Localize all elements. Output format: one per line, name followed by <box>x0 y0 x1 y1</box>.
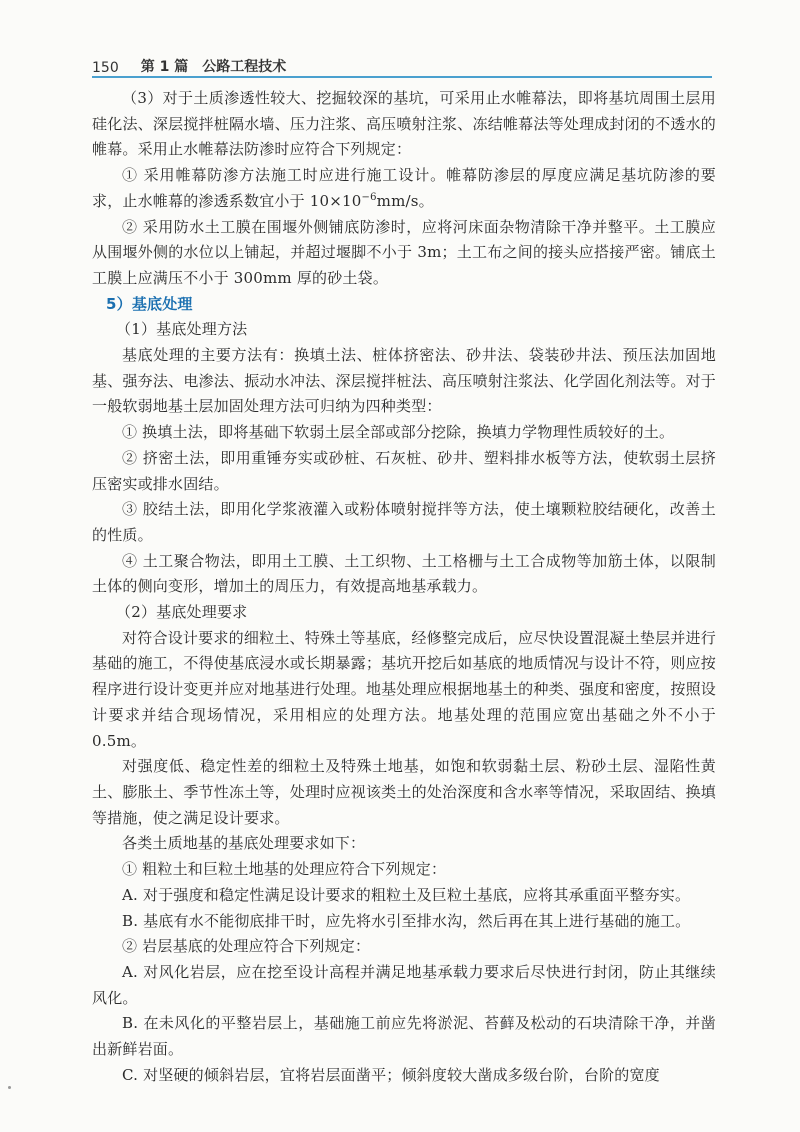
paragraph: 各类土质地基的基底处理要求如下： <box>122 834 366 853</box>
paragraph-text: ① 采用帷幕防渗方法施工时应进行施工设计。帷幕防渗层的厚度应满足基坑防渗的要求，止水帷幕的渗透系数宜小于 10×10 <box>92 166 716 210</box>
page-body <box>92 86 716 1088</box>
paragraph: A. 对风化岩层，应在挖至设计高程并满足地基承载力要求后尽快进行封闭，防止其继续风化。 <box>92 962 716 1007</box>
paragraph: B. 在未风化的平整岩层上，基础施工前应先将淤泥、苔藓及松动的石块清除干净，并凿出新鲜岩面。 <box>92 1014 716 1059</box>
subsection-heading: （1）基底处理方法 <box>116 320 248 339</box>
paragraph: ② 采用防水土工膜在围堰外侧铺底防渗时，应将河床面杂物清除干净并整平。土工膜应从围堰外侧的水位以上铺起，并超过堰脚不小于 3m；土工布之间的接头应搭接严密。铺底土工膜上应满压不小于 300mm 厚的砂土袋。 <box>92 217 716 287</box>
paragraph: C. 对坚硬的倾斜岩层，宜将岩层面凿平；倾斜度较大凿成多级台阶，台阶的宽度 <box>122 1065 660 1084</box>
paragraph <box>92 163 716 214</box>
paragraph: ① 换填土法，即将基础下软弱土层全部或部分挖除，换填力学物理性质较好的土。 <box>122 423 675 442</box>
scan-dot <box>8 1086 11 1089</box>
part-title: 公路工程技术 <box>202 59 287 75</box>
paragraph-text: mm/s。 <box>376 191 434 210</box>
paragraph: ④ 土工聚合物法，即用土工膜、土工织物、土工格栅与土工合成物等加筋土体，以限制土体的侧向变形，增加土的周压力，有效提高地基承载力。 <box>92 551 716 596</box>
paragraph: ③ 胶结土法，即用化学浆液灌入或粉体喷射搅拌等方法，使土壤颗粒胶结硬化，改善土的性质。 <box>92 500 716 544</box>
page-header <box>92 52 712 76</box>
part-label: 第 1 篇 <box>140 59 189 75</box>
paragraph: A. 对于强度和稳定性满足设计要求的粗粒土及巨粒土基底，应将其承重面平整夯实。 <box>122 885 691 904</box>
paragraph: 对强度低、稳定性差的细粒土及特殊土地基，如饱和软弱黏土层、粉砂土层、湿陷性黄土、膨胀土、季节性冻土等，处理时应视该类土的处治深度和含水率等情况，采取固结、换填等措施，使之满足设计要求。 <box>92 757 716 827</box>
paragraph: （3）对于土质渗透性较大、挖掘较深的基坑，可采用止水帷幕法，即将基坑周围土层用硅化法、深层搅拌桩隔水墙、压力注浆、高压喷射注浆、冻结帷幕法等处理成封闭的不透水的帷幕。采用止水帷幕法防渗时应符合下列规定： <box>92 89 716 159</box>
paragraph: 基底处理的主要方法有：换填土法、桩体挤密法、砂井法、袋装砂井法、预压法加固地基、强夯法、电渗法、振动水冲法、深层搅拌桩法、高压喷射注浆法、化学固化剂法等。对于一般软弱地基土层加固处理方法可归纳为四种类型： <box>92 346 716 416</box>
section-heading: 5）基底处理 <box>106 294 193 313</box>
paragraph: ② 挤密土法，即用重锤夯实或砂桩、石灰桩、砂井、塑料排水板等方法，使软弱土层挤压密实或排水固结。 <box>92 448 716 493</box>
page-number: 150 <box>92 60 119 76</box>
header-rule <box>92 76 712 78</box>
paragraph: B. 基底有水不能彻底排干时，应先将水引至排水沟，然后再在其上进行基础的施工。 <box>122 911 691 930</box>
subsection-heading: （2）基底处理要求 <box>116 603 248 622</box>
paragraph: ② 岩层基底的处理应符合下列规定： <box>122 937 371 956</box>
exponent: −6 <box>361 191 377 203</box>
paragraph: ① 粗粒土和巨粒土地基的处理应符合下列规定： <box>122 860 447 879</box>
paragraph: 对符合设计要求的细粒土、特殊土等基底，经修整完成后，应尽快设置混凝土垫层并进行基础的施工，不得使基底浸水或长期暴露；基坑开挖后如基底的地质情况与设计不符，则应按程序进行设计变更并应对地基进行处理。地基处理应根据地基土的种类、强度和密度，按照设计要求并结合现场情况，采用相应的处理方法。地基处理的范围应宽出基础之外不小于 0.5m。 <box>92 628 716 750</box>
